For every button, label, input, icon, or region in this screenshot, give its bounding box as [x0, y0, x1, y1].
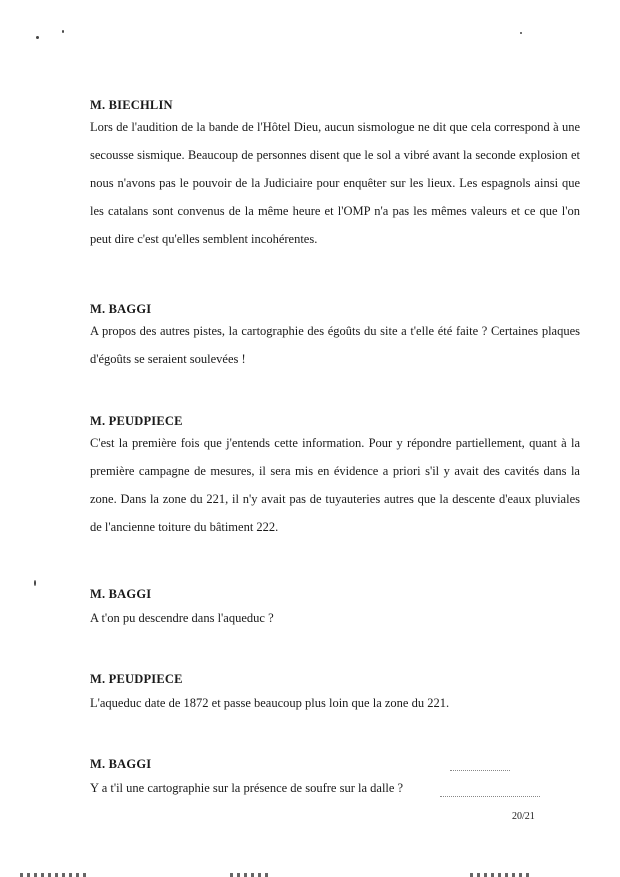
scan-artifact	[450, 770, 510, 771]
page-number: 20/21	[512, 811, 535, 822]
scan-speck	[62, 30, 64, 33]
speaker-name: M. BIECHLIN	[90, 98, 173, 112]
speech-paragraph: A propos des autres pistes, la cartographie des égoûts du site a t'elle été faite ? Certaines plaques d'égoûts se seraient soulevées !	[90, 324, 580, 366]
speech-paragraph: Y a t'il une cartographie sur la présence de soufre sur la dalle ?	[90, 781, 404, 795]
speaker-name: M. BAGGI	[90, 302, 152, 316]
speech-paragraph: A t'on pu descendre dans l'aqueduc ?	[90, 611, 274, 625]
scan-artifact	[440, 796, 540, 797]
scan-speck	[34, 580, 36, 586]
speaker-name: M. PEUDPIECE	[90, 672, 183, 686]
speaker-name: M. PEUDPIECE	[90, 414, 183, 428]
scan-artifact	[20, 873, 90, 877]
scan-artifact	[230, 873, 270, 877]
speaker-name: M. BAGGI	[90, 587, 152, 601]
speech-paragraph: L'aqueduc date de 1872 et passe beaucoup plus loin que la zone du 221.	[90, 696, 450, 710]
speech-paragraph: C'est la première fois que j'entends cette information. Pour y répondre partiellement, quant à la première campagne de mesures, il sera mis en évidence a priori s'il y avait des cavités dans la zone. Dans la zone du 221, il n'y avait pas de tuyauteries autres que la descente d'eaux pluviales de l'ancienne toiture du bâtiment 222.	[90, 436, 580, 534]
speech-paragraph: Lors de l'audition de la bande de l'Hôtel Dieu, aucun sismologue ne dit que cela correspond à une secousse sismique. Beaucoup de personnes disent que le sol a vibré avant la seconde explosion et nous n'avons pas le pouvoir de la Judiciaire pour enquêter sur les lieux. Les espagnols ainsi que les catalans sont convenus de la même heure et l'OMP n'a pas les mêmes valeurs et ce que l'on peut dire c'est qu'elles semblent incohérentes.	[90, 120, 580, 246]
scan-speck	[520, 32, 522, 34]
scan-artifact	[470, 873, 530, 877]
speaker-name: M. BAGGI	[90, 757, 152, 771]
scan-speck	[36, 36, 39, 39]
